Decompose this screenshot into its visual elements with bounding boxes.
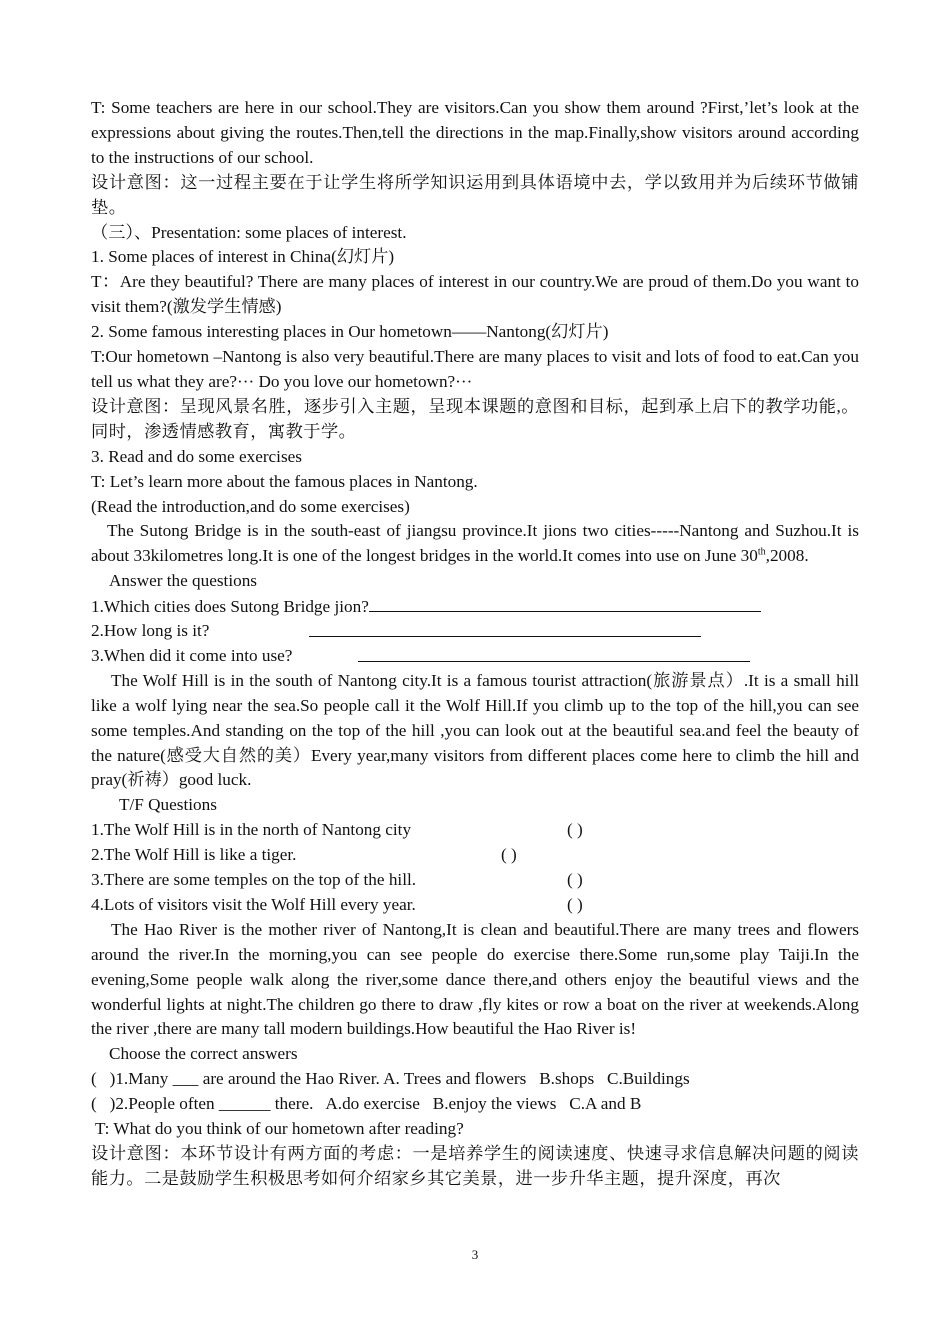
choice-question-1: ( )1.Many ___ are around the Hao River. A. Trees and flowers B.shops C.Buildings: [91, 1069, 690, 1089]
tf-question-text: 2.The Wolf Hill is like a tiger.: [91, 845, 297, 865]
sutong-question-1-text: 1.Which cities does Sutong Bridge jion?: [91, 597, 369, 617]
hao-river-choose-title: Choose the correct answers: [109, 1044, 298, 1064]
sutong-passage-sup: th: [757, 546, 766, 558]
wolf-hill-passage: The Wolf Hill is in the south of Nantong city.It is a famous tourist attraction(旅游景点）.It is a small hill like a wolf lying near the sea.So people call it the Wolf Hill.If you climb up to the top of the hill,you can see some temples.And standing on the top of the hill ,you can look out at the beautiful sea.and feel the beauty of the nature(感受大自然的美）Every year,many visitors from different places come here to climb the hill and pray(祈祷）good luck.: [91, 670, 859, 790]
tf-question-text: 3.There are some temples on the top of the hill.: [91, 870, 417, 890]
tf-question: [91, 843, 859, 868]
tf-answer-bracket[interactable]: ( ): [567, 870, 583, 890]
presentation-item-2: 2. Some famous interesting places in Our hometown——Nantong(幻灯片): [91, 322, 609, 342]
page-number: 3: [471, 1247, 479, 1262]
tf-answer-bracket[interactable]: ( ): [567, 894, 583, 914]
sutong-passage-end: ,2008.: [765, 546, 809, 566]
sutong-passage: [91, 519, 859, 569]
presentation-item-2-teacher: T:Our hometown –Nantong is also very beautiful.There are many places to visit and lots of food to eat.Can you tell us what they are?··· Do you love our hometown?···: [91, 347, 859, 391]
tf-question: [91, 868, 859, 893]
wolf-hill-tf-title: T/F Questions: [119, 795, 217, 815]
tf-question: [91, 893, 859, 918]
intro-design-intent: 设计意图：这一过程主要在于让学生将所学知识运用到具体语境中去，学以致用并为后续环节做铺垫。: [91, 172, 859, 217]
presentation-item-1: 1. Some places of interest in China(幻灯片): [91, 247, 395, 267]
document-page: [91, 96, 859, 1192]
presentation-item-3-note: (Read the introduction,and do some exercises): [91, 496, 410, 516]
intro-teacher-text: T: Some teachers are here in our school.They are visitors.Can you show them around ?First,’let’s look at the expressions about giving the routes.Then,tell the directions in the map.Finally,show visitors around according to the instructions of our school.: [91, 98, 859, 167]
tf-question-text: 4.Lots of visitors visit the Wolf Hill every year.: [91, 894, 416, 914]
presentation-item-3-teacher: T: Let’s learn more about the famous places in Nantong.: [91, 471, 478, 491]
answer-blank[interactable]: [309, 619, 701, 637]
choice-question-2: ( )2.People often ______ there. A.do exercise B.enjoy the views C.A and B: [91, 1094, 642, 1114]
sutong-passage-main: The Sutong Bridge is in the south-east of jiangsu province.It jions two cities-----Nantong and Suzhou.It is about 33kilometres long.It is one of the longest bridges in the world.It comes into use on June 30: [91, 521, 859, 566]
presentation-heading: （三）、Presentation: some places of interest.: [91, 222, 407, 242]
tf-answer-bracket[interactable]: ( ): [567, 820, 583, 840]
sutong-question-3: [91, 644, 859, 669]
sutong-question-2: [91, 619, 859, 644]
tf-question-text: 1.The Wolf Hill is in the north of Nantong city: [91, 820, 412, 840]
tf-answer-bracket[interactable]: ( ): [501, 845, 517, 865]
hao-river-passage: The Hao River is the mother river of Nantong,It is clean and beautiful.There are many trees and flowers around the river.In the morning,you can see people do exercise there.Some run,some play Taiji.In the evening,Some people walk along the river,some dance there,and others enjoy the beautiful views and the wonderful lights at night.The children go there to draw ,fly kites or row a boat on the river at weekends.Along the river ,there are many tall modern buildings.How beautiful the Hao River is!: [91, 919, 859, 1039]
presentation-design-intent: 设计意图：呈现风景名胜，逐步引入主题，呈现本课题的意图和目标，起到承上启下的教学功能,。同时，渗透情感教育，寓教于学。: [91, 396, 859, 441]
presentation-item-1-teacher: T：Are they beautiful? There are many places of interest in our country.We are proud of them.Do you want to visit them?(激发学生情感): [91, 272, 859, 317]
answer-blank[interactable]: [369, 594, 761, 612]
sutong-questions-title: Answer the questions: [109, 571, 257, 591]
tf-question: [91, 818, 859, 843]
answer-blank[interactable]: [358, 644, 750, 662]
sutong-question-1: [91, 594, 859, 619]
sutong-question-3-text: 3.When did it come into use?: [91, 645, 293, 665]
closing-teacher-text: T: What do you think of our hometown after reading?: [95, 1119, 464, 1139]
closing-design-intent: 设计意图：本环节设计有两方面的考虑：一是培养学生的阅读速度、快速寻求信息解决问题的阅读能力。二是鼓励学生积极思考如何介绍家乡其它美景，进一步升华主题，提升深度，再次: [91, 1143, 859, 1188]
presentation-item-3: 3. Read and do some exercises: [91, 446, 302, 466]
sutong-question-2-text: 2.How long is it?: [91, 621, 210, 641]
